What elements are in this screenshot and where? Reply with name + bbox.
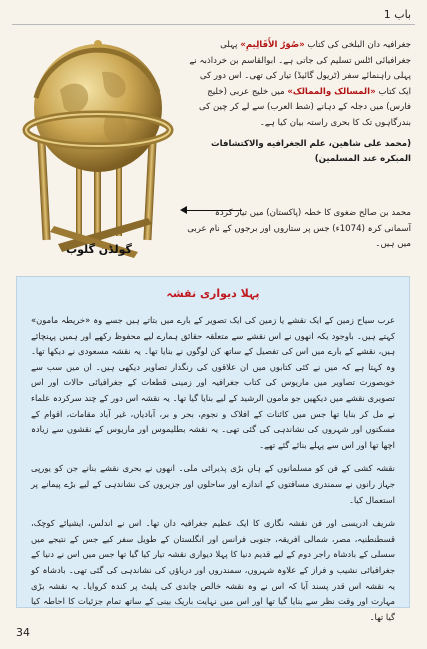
intro-part-a: جغرافیہ دان البلخی کی کتاب bbox=[304, 40, 411, 50]
box-paragraph-1: عرب سیاح زمین کے ایک نقشے یا زمین کی ایک تصویر کے بارے میں بتاتے ہیں جسے وہ «خریطہ مامون» کہتے ہیں۔ باوجود یکہ انھوں نے اس نقشے سے متعلقہ حقائق ہمارے لیے محفوظ رکھے اور ہمیں پہنچائے ہیں، نقشے کے بارے میں اس کی تفصیل کے ساتھ کن لوگوں نے بنایا تھا۔ یہ نقشہ مسعودی نے دیکھا تھا۔ وہ کہتا ہے کہ میں نے کئی کتابوں میں ان علاقوں کی رنگدار تصاویر دیکھی ہیں۔ ان میں سب سے خوبصورت تصاویر میں ماریوس کی کتاب جغرافیہ اور زمینی قطعات کے جغرافیائی حالات اور اس تصویری نقشے میں دیکھیں جو مامون الرشید کے لیے بنایا گیا تھا۔ یہ نقشہ اس دور کے چند سرکردہ علماء نے مل کر بنایا تھا جس میں کائنات کے افلاک و نجوم، بحر و بر، آبادیاں، غیر آباد مقامات، اقوام کے مسکنوں اور شہروں کی نشاندہی کی گئی تھی۔ یہ نقشہ بطلیموس اور ماریوس کے نقشوں سے زیادہ اچھا تھا اور اس سے پہلے بنائے گئے تھے۔ bbox=[31, 315, 395, 450]
intro-paragraph bbox=[186, 38, 411, 131]
box-paragraph-3: شریف ادریسی اور فن نقشہ نگاری کا ایک عظیم جغرافیہ دان تھا۔ اس نے اندلس، ایشیائے کوچک، قسطنطنیہ، مصر، شمالی افریقہ، جنوبی فرانس اور انگلستان کے طویل سفر کیے جس کے نتیجے میں سسلی کے بادشاہ راجر دوم کے لیے قدیم دنیا کا پہلا دیواری نقشہ تیار کیا گیا تھا جس میں اس نے دنیا کے جغرافیائی نشیب و فراز کے علاوہ شہروں، سمندروں اور دریاؤں کی نشاندہی کی گئی تھی۔ بادشاہ کو یہ نقشہ اس قدر پسند آیا کہ اس نے وہ نقشہ خالص چاندی کی پلیٹ پر کندہ کروایا۔ یہ نقشہ بڑی مہارت اور وقت نظر سے بنایا گیا تھا اور اس میں نہایت باریک بینی کے ساتھ تمام جزئیات کا احاطہ کیا گیا تھا۔ bbox=[31, 518, 395, 622]
golden-globe-illustration bbox=[18, 30, 178, 266]
box-title: پہلا دیواری نقشہ bbox=[166, 287, 260, 300]
book-title-highlight-2: «المسالک والممالک» bbox=[287, 86, 376, 97]
figure-caption: گولڈن گلوب bbox=[66, 243, 132, 256]
globe-note: محمد بن صالح ضغوی کا خطہ (پاکستان) میں تیار کردہ آسمانی کرہ (1074ء) جس پر ستاروں اور برجوں کے نام عربی میں ہیں۔ bbox=[187, 208, 411, 249]
header-rule bbox=[12, 24, 415, 25]
arabic-reference: (محمد علی شاهين، علم الجغرافيه والاكتشافات المبكره عند المسلمين) bbox=[211, 139, 411, 164]
book-title-highlight: «صُوَرُ الأَقَالِيمِ» bbox=[240, 40, 305, 50]
intro-text bbox=[186, 38, 411, 167]
golden-globe-icon bbox=[18, 30, 178, 266]
page-number: 34 bbox=[16, 626, 30, 639]
info-box bbox=[16, 276, 410, 622]
box-paragraph-2: نقشہ کشی کے فن کو مسلمانوں کے ہاں بڑی پذیرائی ملی۔ انھوں نے بحری نقشے بنانے جن کو یورپی جہاز رانوں نے سمندری مسافتوں کے اندازے اور ساحلوں اور جزیروں کی نشاندہی کے لیے بڑے پیمانے پر استعمال کیا۔ bbox=[31, 463, 395, 505]
box-body bbox=[31, 313, 395, 633]
intro-part-b: پہلی جغرافیائی اٹلس تسلیم کی جاتی ہے۔ ابوالقاسم بن خرداذبہ نے پہلی راہنمائے سفر (ٹریول گائیڈ) تیار کی تھی۔ اس دور کی ایک کتاب bbox=[189, 40, 411, 97]
intro-part-c: میں خلیج عربی (خلیج فارس) میں دجلہ کے دہانے (شط العرب) سے لے کر چین کی بندرگاہوں تک کا بحری راستہ بیان کیا ہے۔ bbox=[198, 86, 411, 128]
chapter-label: باب 1 bbox=[383, 8, 411, 21]
